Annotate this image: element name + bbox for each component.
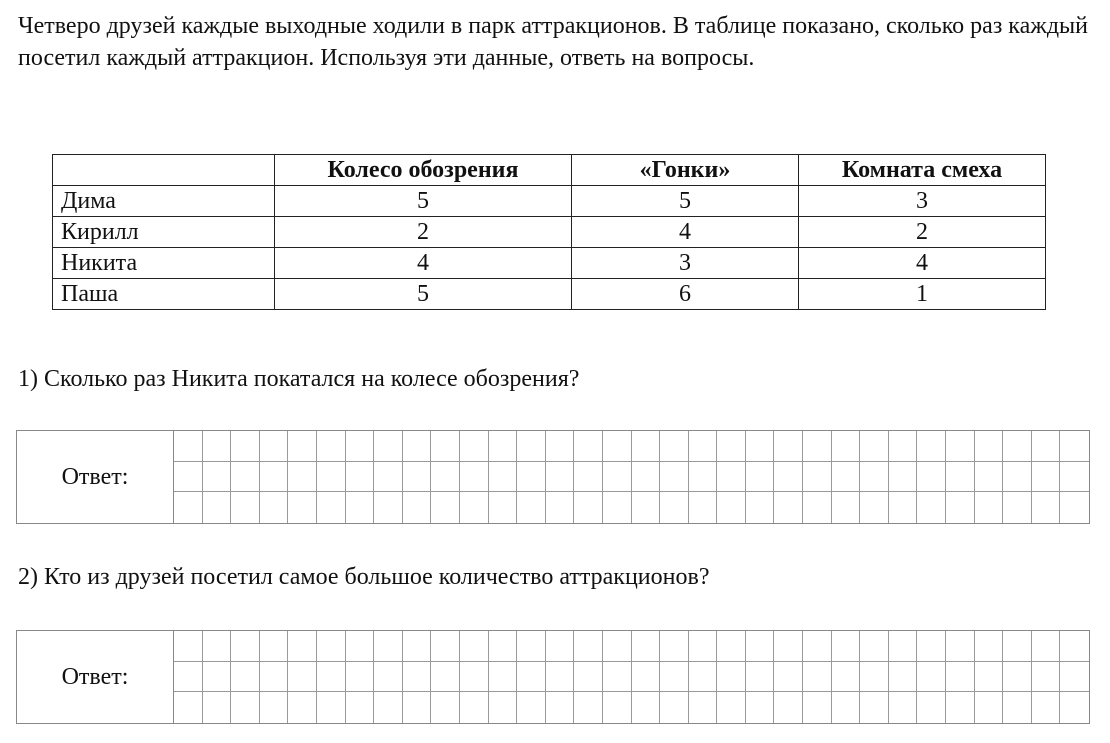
header-cell xyxy=(53,155,275,186)
answer-cell[interactable] xyxy=(403,462,432,493)
answer-cell[interactable] xyxy=(489,431,518,462)
answer-cell[interactable] xyxy=(832,492,861,523)
answer-cell[interactable] xyxy=(860,662,889,693)
answer-cell[interactable] xyxy=(774,431,803,462)
answer-cell[interactable] xyxy=(546,431,575,462)
answer-cell[interactable] xyxy=(746,431,775,462)
answer-cell[interactable] xyxy=(346,462,375,493)
answer-cell[interactable] xyxy=(460,431,489,462)
answer-cell[interactable] xyxy=(803,662,832,693)
answer-cell[interactable] xyxy=(889,692,918,723)
answer-cell[interactable] xyxy=(260,631,289,662)
table-row xyxy=(53,186,1046,217)
answer-cell[interactable] xyxy=(460,631,489,662)
answer-cell[interactable] xyxy=(203,631,232,662)
answer-cell[interactable] xyxy=(489,492,518,523)
answer-cell[interactable] xyxy=(174,462,203,493)
answer-cell[interactable] xyxy=(603,631,632,662)
answer-cell[interactable] xyxy=(1003,692,1032,723)
answer-cell[interactable] xyxy=(517,662,546,693)
answer-cell[interactable] xyxy=(832,692,861,723)
answer-cell[interactable] xyxy=(317,492,346,523)
answer-cell[interactable] xyxy=(374,631,403,662)
answer-cell[interactable] xyxy=(403,662,432,693)
answer-cell[interactable] xyxy=(517,462,546,493)
answer-cell[interactable] xyxy=(946,662,975,693)
answer-cell[interactable] xyxy=(803,462,832,493)
answer-cell[interactable] xyxy=(1032,462,1061,493)
table-row xyxy=(53,217,1046,248)
answer-cell[interactable] xyxy=(1003,431,1032,462)
answer-cell[interactable] xyxy=(489,662,518,693)
answer-cell[interactable] xyxy=(889,462,918,493)
answer-cell[interactable] xyxy=(517,492,546,523)
answer-cell[interactable] xyxy=(546,631,575,662)
answer-cell[interactable] xyxy=(803,692,832,723)
answer-cell[interactable] xyxy=(946,492,975,523)
answer-cell[interactable] xyxy=(660,631,689,662)
answer-cell[interactable] xyxy=(632,662,661,693)
answer-cell[interactable] xyxy=(260,692,289,723)
name-cell: Дима xyxy=(53,186,275,217)
answer-cell[interactable] xyxy=(231,462,260,493)
answer-cell[interactable] xyxy=(917,631,946,662)
answer-cell[interactable] xyxy=(1032,492,1061,523)
answer-cell[interactable] xyxy=(975,492,1004,523)
answer-cell[interactable] xyxy=(346,662,375,693)
count-cell: 2 xyxy=(275,217,572,248)
answer-cell[interactable] xyxy=(374,492,403,523)
answer-cell[interactable] xyxy=(975,692,1004,723)
question-1: 1) Сколько раз Никита покатался на колесе обозрения? xyxy=(18,366,580,392)
answer-label: Ответ: xyxy=(17,631,174,723)
answer-cell[interactable] xyxy=(489,692,518,723)
answer-cell[interactable] xyxy=(460,692,489,723)
answer-cell[interactable] xyxy=(975,631,1004,662)
count-cell: 6 xyxy=(572,279,799,310)
answer-cell[interactable] xyxy=(546,692,575,723)
answer-cell[interactable] xyxy=(288,631,317,662)
answer-grid[interactable] xyxy=(174,431,1089,523)
answer-cell[interactable] xyxy=(174,662,203,693)
answer-cell[interactable] xyxy=(1060,462,1089,493)
answer-cell[interactable] xyxy=(689,462,718,493)
answer-cell[interactable] xyxy=(860,631,889,662)
answer-cell[interactable] xyxy=(746,492,775,523)
answer-cell[interactable] xyxy=(689,631,718,662)
answer-cell[interactable] xyxy=(174,492,203,523)
answer-cell[interactable] xyxy=(946,631,975,662)
answer-cell[interactable] xyxy=(574,662,603,693)
answer-cell[interactable] xyxy=(603,662,632,693)
answer-cell[interactable] xyxy=(632,631,661,662)
answer-cell[interactable] xyxy=(889,431,918,462)
answer-cell[interactable] xyxy=(774,692,803,723)
answer-cell[interactable] xyxy=(660,431,689,462)
answer-cell[interactable] xyxy=(260,492,289,523)
answer-cell[interactable] xyxy=(231,631,260,662)
name-cell: Никита xyxy=(53,248,275,279)
answer-cell[interactable] xyxy=(689,692,718,723)
answer-cell[interactable] xyxy=(489,462,518,493)
answer-cell[interactable] xyxy=(603,462,632,493)
answer-cell[interactable] xyxy=(574,462,603,493)
answer-cell[interactable] xyxy=(689,492,718,523)
answer-cell[interactable] xyxy=(431,692,460,723)
answer-cell[interactable] xyxy=(975,462,1004,493)
answer-cell[interactable] xyxy=(946,462,975,493)
answer-cell[interactable] xyxy=(431,492,460,523)
answer-box-2[interactable] xyxy=(16,630,1090,724)
count-cell: 2 xyxy=(799,217,1046,248)
answer-cell[interactable] xyxy=(374,431,403,462)
answer-cell[interactable] xyxy=(746,462,775,493)
count-cell: 3 xyxy=(799,186,1046,217)
answer-cell[interactable] xyxy=(717,692,746,723)
count-cell: 4 xyxy=(275,248,572,279)
answer-cell[interactable] xyxy=(889,631,918,662)
answer-cell[interactable] xyxy=(717,492,746,523)
answer-cell[interactable] xyxy=(860,431,889,462)
answer-cell[interactable] xyxy=(517,431,546,462)
answer-cell[interactable] xyxy=(1032,692,1061,723)
answer-cell[interactable] xyxy=(603,431,632,462)
answer-cell[interactable] xyxy=(346,692,375,723)
answer-cell[interactable] xyxy=(231,431,260,462)
answer-cell[interactable] xyxy=(1003,631,1032,662)
answer-cell[interactable] xyxy=(546,662,575,693)
answer-cell[interactable] xyxy=(1060,662,1089,693)
answer-cell[interactable] xyxy=(774,492,803,523)
answer-cell[interactable] xyxy=(460,462,489,493)
count-cell: 5 xyxy=(275,186,572,217)
answer-cell[interactable] xyxy=(203,692,232,723)
answer-cell[interactable] xyxy=(717,431,746,462)
answer-cell[interactable] xyxy=(288,662,317,693)
answer-cell[interactable] xyxy=(803,431,832,462)
answer-cell[interactable] xyxy=(1032,431,1061,462)
answer-cell[interactable] xyxy=(746,662,775,693)
answer-cell[interactable] xyxy=(774,631,803,662)
answer-cell[interactable] xyxy=(203,662,232,693)
answer-cell[interactable] xyxy=(975,431,1004,462)
answer-cell[interactable] xyxy=(574,631,603,662)
answer-cell[interactable] xyxy=(231,662,260,693)
answer-label: Ответ: xyxy=(17,431,174,523)
answer-cell[interactable] xyxy=(203,492,232,523)
answer-cell[interactable] xyxy=(317,462,346,493)
header-cell: Комната смеха xyxy=(799,155,1046,186)
answer-cell[interactable] xyxy=(317,662,346,693)
count-cell: 4 xyxy=(799,248,1046,279)
answer-cell[interactable] xyxy=(632,431,661,462)
header-cell: «Гонки» xyxy=(572,155,799,186)
answer-cell[interactable] xyxy=(517,631,546,662)
answer-cell[interactable] xyxy=(403,492,432,523)
answer-cell[interactable] xyxy=(832,631,861,662)
answer-cell[interactable] xyxy=(431,662,460,693)
answer-cell[interactable] xyxy=(1003,462,1032,493)
answer-cell[interactable] xyxy=(174,631,203,662)
answer-cell[interactable] xyxy=(660,462,689,493)
answer-cell[interactable] xyxy=(288,462,317,493)
answer-cell[interactable] xyxy=(374,692,403,723)
answer-cell[interactable] xyxy=(832,662,861,693)
answer-cell[interactable] xyxy=(860,462,889,493)
question-2: 2) Кто из друзей посетил самое большое количество аттракционов? xyxy=(18,564,710,590)
answer-cell[interactable] xyxy=(832,462,861,493)
answer-cell[interactable] xyxy=(917,692,946,723)
answer-cell[interactable] xyxy=(288,431,317,462)
answer-cell[interactable] xyxy=(717,631,746,662)
answer-cell[interactable] xyxy=(574,692,603,723)
name-cell: Кирилл xyxy=(53,217,275,248)
answer-cell[interactable] xyxy=(1060,631,1089,662)
answer-cell[interactable] xyxy=(603,692,632,723)
answer-cell[interactable] xyxy=(660,692,689,723)
answer-cell[interactable] xyxy=(431,631,460,662)
answer-cell[interactable] xyxy=(260,462,289,493)
answer-cell[interactable] xyxy=(288,692,317,723)
answer-cell[interactable] xyxy=(632,492,661,523)
answer-cell[interactable] xyxy=(1003,492,1032,523)
answer-cell[interactable] xyxy=(574,431,603,462)
answer-cell[interactable] xyxy=(746,692,775,723)
answer-cell[interactable] xyxy=(1003,662,1032,693)
answer-cell[interactable] xyxy=(832,431,861,462)
answer-cell[interactable] xyxy=(374,462,403,493)
answer-cell[interactable] xyxy=(1032,631,1061,662)
answer-cell[interactable] xyxy=(803,492,832,523)
count-cell: 1 xyxy=(799,279,1046,310)
answer-cell[interactable] xyxy=(917,662,946,693)
answer-cell[interactable] xyxy=(889,492,918,523)
answer-cell[interactable] xyxy=(774,662,803,693)
count-cell: 5 xyxy=(275,279,572,310)
count-cell: 5 xyxy=(572,186,799,217)
answer-cell[interactable] xyxy=(431,431,460,462)
answer-cell[interactable] xyxy=(203,431,232,462)
answer-cell[interactable] xyxy=(231,492,260,523)
header-cell: Колесо обозрения xyxy=(275,155,572,186)
answer-cell[interactable] xyxy=(317,631,346,662)
answer-cell[interactable] xyxy=(460,662,489,693)
answer-cell[interactable] xyxy=(660,492,689,523)
answer-cell[interactable] xyxy=(660,662,689,693)
answer-cell[interactable] xyxy=(460,492,489,523)
answer-cell[interactable] xyxy=(860,692,889,723)
answer-cell[interactable] xyxy=(860,492,889,523)
answer-cell[interactable] xyxy=(1032,662,1061,693)
answer-cell[interactable] xyxy=(546,462,575,493)
table-row xyxy=(53,279,1046,310)
answer-cell[interactable] xyxy=(517,692,546,723)
answer-cell[interactable] xyxy=(174,431,203,462)
answer-cell[interactable] xyxy=(203,462,232,493)
count-cell: 3 xyxy=(572,248,799,279)
answer-cell[interactable] xyxy=(917,492,946,523)
answer-cell[interactable] xyxy=(632,462,661,493)
answer-cell[interactable] xyxy=(632,692,661,723)
answer-grid[interactable] xyxy=(174,631,1089,723)
answer-cell[interactable] xyxy=(689,431,718,462)
answer-cell[interactable] xyxy=(546,492,575,523)
answer-cell[interactable] xyxy=(717,462,746,493)
answer-cell[interactable] xyxy=(317,431,346,462)
count-cell: 4 xyxy=(572,217,799,248)
intro-text: Четверо друзей каждые выходные ходили в парк аттракционов. В таблице показано, сколько раз каждый посетил каждый аттракцион. Используя эти данные, ответь на вопросы. xyxy=(18,13,1089,71)
answer-cell[interactable] xyxy=(174,692,203,723)
answer-box-1[interactable] xyxy=(16,430,1090,524)
answer-cell[interactable] xyxy=(946,431,975,462)
answer-cell[interactable] xyxy=(403,431,432,462)
answer-cell[interactable] xyxy=(689,662,718,693)
answer-cell[interactable] xyxy=(346,492,375,523)
answer-cell[interactable] xyxy=(231,692,260,723)
answer-cell[interactable] xyxy=(374,662,403,693)
answer-cell[interactable] xyxy=(431,462,460,493)
answer-cell[interactable] xyxy=(403,631,432,662)
answer-cell[interactable] xyxy=(288,492,317,523)
answer-cell[interactable] xyxy=(260,662,289,693)
answer-cell[interactable] xyxy=(774,462,803,493)
answer-cell[interactable] xyxy=(1060,492,1089,523)
answer-cell[interactable] xyxy=(746,631,775,662)
answer-cell[interactable] xyxy=(717,662,746,693)
answer-cell[interactable] xyxy=(1060,692,1089,723)
answer-cell[interactable] xyxy=(317,692,346,723)
answer-cell[interactable] xyxy=(346,631,375,662)
answer-cell[interactable] xyxy=(403,692,432,723)
answer-cell[interactable] xyxy=(1060,431,1089,462)
name-cell: Паша xyxy=(53,279,275,310)
answer-cell[interactable] xyxy=(489,631,518,662)
attractions-table xyxy=(52,154,1046,310)
answer-cell[interactable] xyxy=(603,492,632,523)
answer-cell[interactable] xyxy=(574,492,603,523)
answer-cell[interactable] xyxy=(803,631,832,662)
answer-cell[interactable] xyxy=(889,662,918,693)
table-row xyxy=(53,248,1046,279)
answer-cell[interactable] xyxy=(917,462,946,493)
answer-cell[interactable] xyxy=(975,662,1004,693)
answer-cell[interactable] xyxy=(946,692,975,723)
answer-cell[interactable] xyxy=(346,431,375,462)
answer-cell[interactable] xyxy=(917,431,946,462)
answer-cell[interactable] xyxy=(260,431,289,462)
table-header-row xyxy=(53,155,1046,186)
